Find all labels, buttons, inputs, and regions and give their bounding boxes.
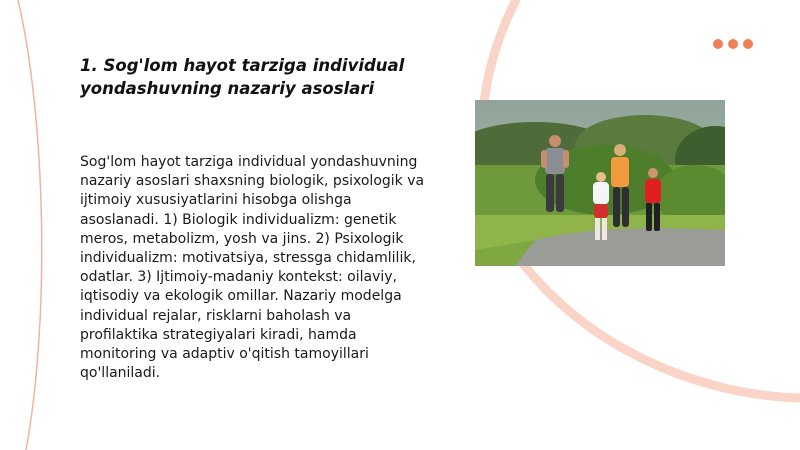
dot-icon — [743, 39, 753, 49]
slide-title: 1. Sog'lom hayot tarziga individual yondashuvning nazariy asoslari — [80, 56, 405, 98]
dot-icon — [713, 39, 723, 49]
menu-dots — [713, 39, 753, 49]
family-jogging-photo — [475, 100, 725, 266]
dot-icon — [728, 39, 738, 49]
slide-body-text: Sog'lom hayot tarziga individual yondashuvning nazariy asoslari shaxsning biologik, psixologik va ijtimoiy xususiyatlarini hisobga olishga asoslanadi. 1) Biologik individualizm: genetik meros, metabolizm, yosh va jins. 2) Psixologik individualizm: motivatsiya, stressga chidamlilik, odatlar. 3) Ijtimoiy-madaniy kontekst: oilaviy, iqtisodiy va ekologik omillar. Nazariy modelga individual rejalar, risklarni baholash va profilaktika strategiyalari kiradi, hamda monitoring va adaptiv o'qitish tamoyillari qo'llaniladi. — [80, 154, 425, 382]
left-arc-line — [18, 0, 42, 450]
